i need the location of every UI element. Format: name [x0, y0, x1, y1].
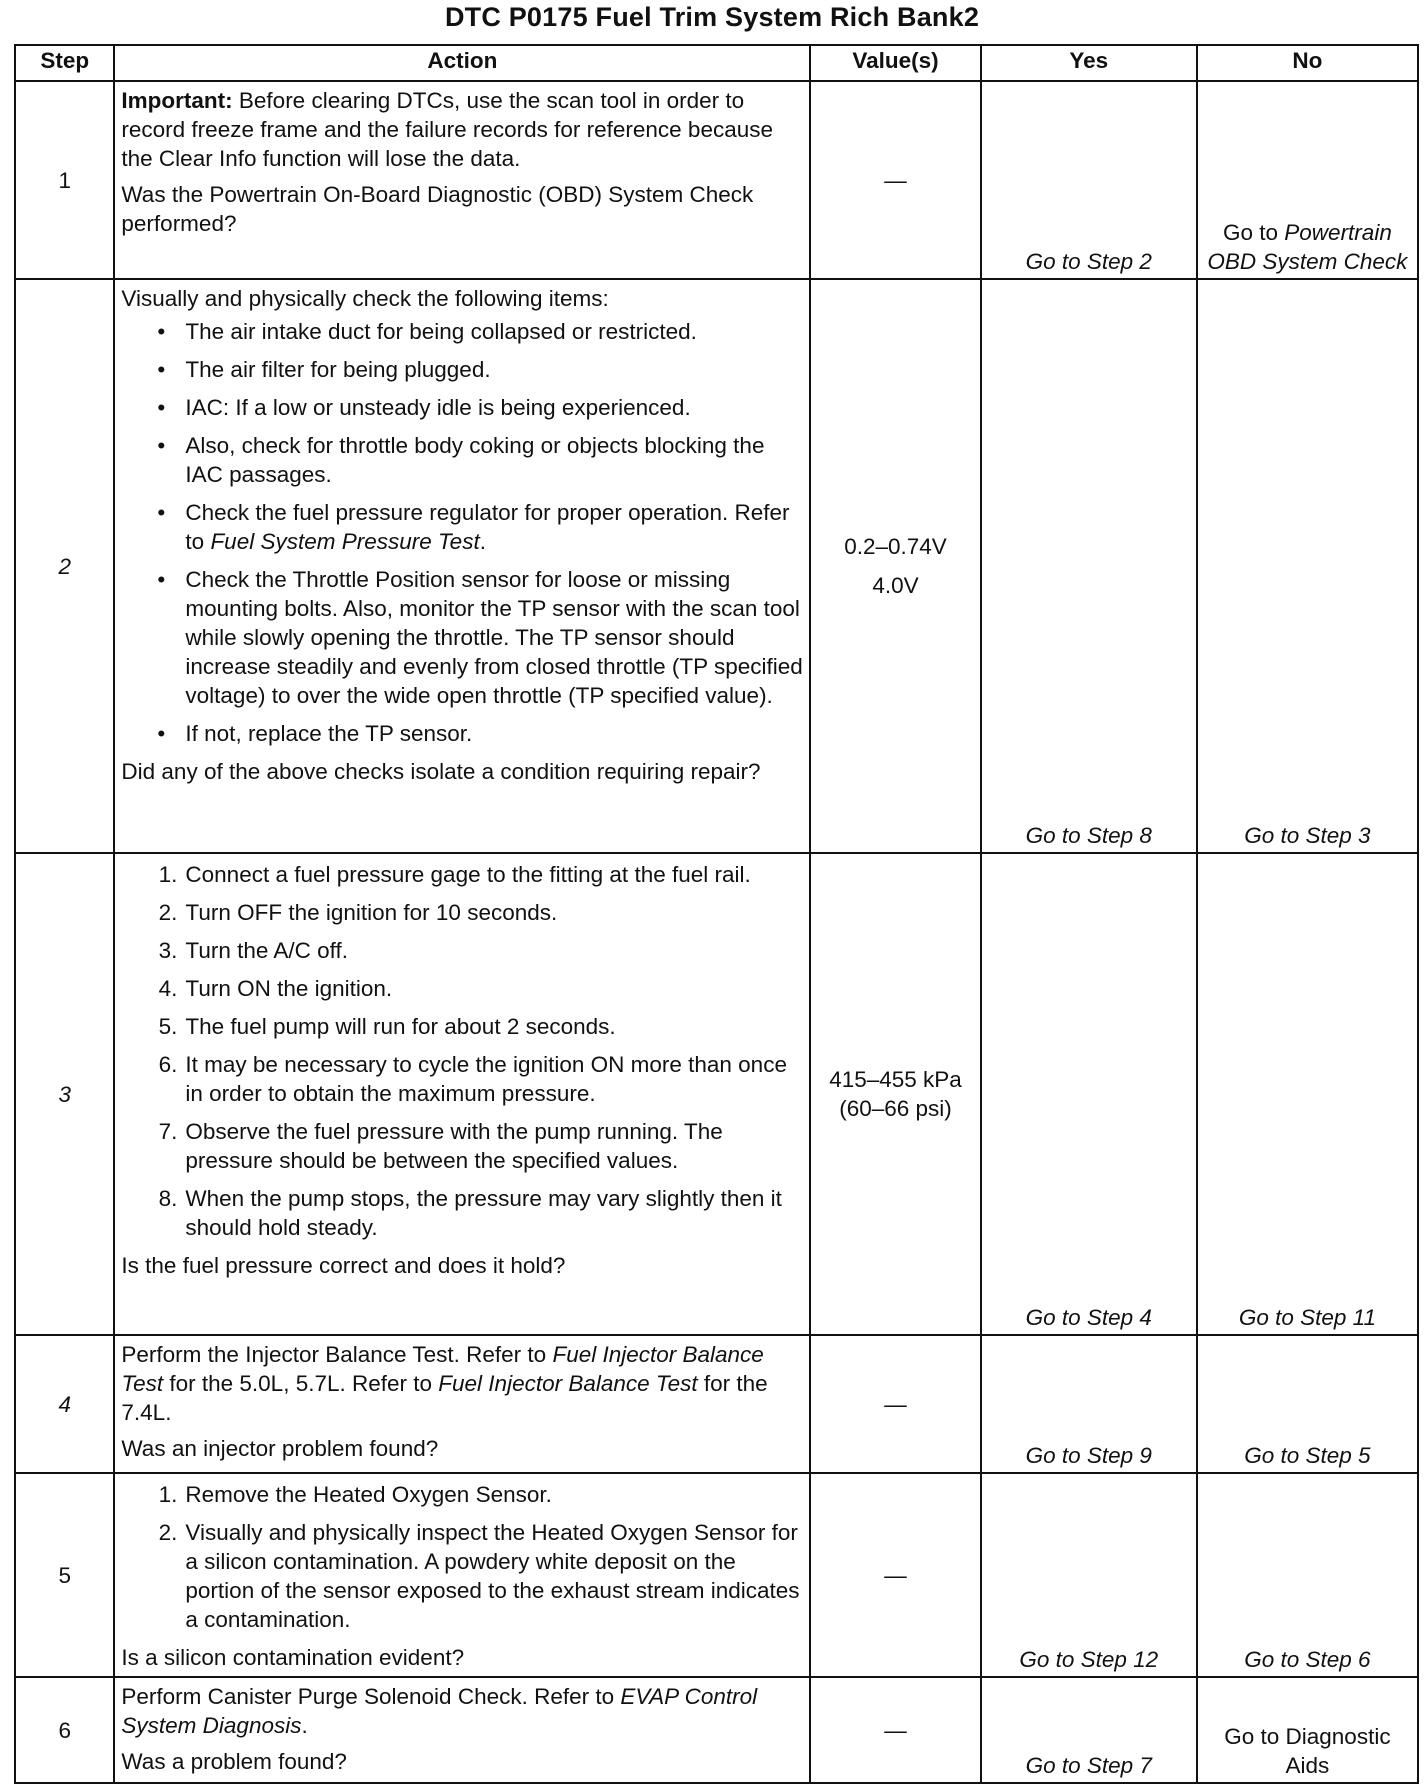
- step-number: 3: [15, 853, 114, 1335]
- table-header-row: [15, 45, 1418, 81]
- list-item: • Check the fuel pressure regulator for proper operation. Refer to Fuel System Pressure Test.: [157, 500, 790, 554]
- step-number: 2: [15, 279, 114, 853]
- value-cell: —: [810, 81, 980, 279]
- procedure-list: [121, 1480, 803, 1634]
- value-line: 0.2–0.74V: [844, 534, 947, 559]
- list-item-text: Observe the fuel pressure with the pump running. The pressure should be between the specified values.: [185, 1119, 723, 1173]
- list-item-text: Connect a fuel pressure gage to the fitting at the fuel rail.: [185, 862, 751, 887]
- instruction-text: for the 7.4L.: [121, 1371, 768, 1425]
- step-instruction: [121, 1340, 803, 1427]
- list-item: 5. The fuel pump will run for about 2 seconds.: [158, 1014, 616, 1039]
- list-item-text: The air intake duct for being collapsed or restricted.: [185, 319, 697, 344]
- step-number: 6: [15, 1677, 114, 1783]
- list-item-text: The air filter for being plugged.: [185, 357, 491, 382]
- step-number: 4: [15, 1335, 114, 1473]
- step-question: Is the fuel pressure correct and does it hold?: [121, 1253, 566, 1278]
- diagnostic-table: [14, 44, 1419, 1784]
- list-item: 6. It may be necessary to cycle the ignition ON more than once in order to obtain the maximum pressure.: [158, 1052, 787, 1106]
- table-row: [15, 853, 1418, 1335]
- table-row: [15, 1473, 1418, 1677]
- step-number: 1: [15, 81, 114, 279]
- yes-cell: Go to Step 7: [981, 1677, 1197, 1783]
- no-cell: [1197, 81, 1418, 279]
- no-cell: Go to Step 3: [1197, 279, 1418, 853]
- yes-cell: Go to Step 9: [981, 1335, 1197, 1473]
- list-item-text: When the pump stops, the pressure may vary slightly then it should hold steady.: [185, 1186, 782, 1240]
- list-item: 1. Remove the Heated Oxygen Sensor.: [158, 1482, 552, 1507]
- list-item-text: .: [479, 529, 486, 554]
- list-item-text: If not, replace the TP sensor.: [185, 721, 473, 746]
- step-question: Was a problem found?: [121, 1749, 347, 1774]
- list-item-text: Turn the A/C off.: [185, 938, 348, 963]
- instruction-text: for the 5.0L, 5.7L. Refer to: [163, 1371, 439, 1396]
- yes-cell: Go to Step 2: [981, 81, 1197, 279]
- list-item-text: The fuel pump will run for about 2 seconds.: [185, 1014, 616, 1039]
- list-item: • IAC: If a low or unsteady idle is being experienced.: [157, 395, 691, 420]
- action-cell: [114, 81, 810, 279]
- table-row: [15, 279, 1418, 853]
- list-item-text: Also, check for throttle body coking or objects blocking the IAC passages.: [185, 433, 765, 487]
- no-cell: Go to Diagnostic Aids: [1197, 1677, 1418, 1783]
- list-item: 4. Turn ON the ignition.: [158, 976, 393, 1001]
- list-item: • Check the Throttle Position sensor for loose or missing mounting bolts. Also, monitor the TP sensor with the scan tool while slowly opening the throttle. The TP sensor should increase steadily and evenly from closed throttle (TP specified voltage) to over the wide open throttle (TP specified value).: [157, 567, 803, 708]
- no-cell: Go to Step 6: [1197, 1473, 1418, 1677]
- table-row: [15, 81, 1418, 279]
- list-item-text: IAC: If a low or unsteady idle is being experienced.: [185, 395, 691, 420]
- list-item-text: It may be necessary to cycle the ignition ON more than once in order to obtain the maximum pressure.: [185, 1052, 787, 1106]
- action-cell: [114, 279, 810, 853]
- list-item: • Also, check for throttle body coking or objects blocking the IAC passages.: [157, 433, 765, 487]
- table-row: [15, 1677, 1418, 1783]
- list-item: 1. Connect a fuel pressure gage to the fitting at the fuel rail.: [158, 862, 751, 887]
- no-cell: Go to Step 11: [1197, 853, 1418, 1335]
- reference-link: EVAP Control System Diagnosis: [121, 1684, 758, 1738]
- list-item: 3. Turn the A/C off.: [158, 938, 348, 963]
- list-item: • The air filter for being plugged.: [157, 357, 491, 382]
- reference-link: Fuel Injector Balance Test: [121, 1342, 764, 1396]
- reference-link: Fuel Injector Balance Test: [438, 1371, 698, 1396]
- list-item: 2. Visually and physically inspect the Heated Oxygen Sensor for a silicon contamination. A powdery white deposit on the portion of the sensor exposed to the exhaust stream indicates a contamination.: [158, 1520, 800, 1632]
- list-item: 8. When the pump stops, the pressure may vary slightly then it should hold steady.: [158, 1186, 782, 1240]
- list-item-text: Check the fuel pressure regulator for proper operation. Refer to: [185, 500, 790, 554]
- important-note: [121, 86, 803, 173]
- action-cell: [114, 1473, 810, 1677]
- instruction-text: .: [301, 1713, 308, 1738]
- reference-link: Fuel System Pressure Test: [210, 529, 480, 554]
- list-item: • If not, replace the TP sensor.: [157, 721, 473, 746]
- value-line: 4.0V: [872, 573, 919, 598]
- action-cell: [114, 1677, 810, 1783]
- step-question: Did any of the above checks isolate a condition requiring repair?: [121, 759, 761, 784]
- step-question: Was an injector problem found?: [121, 1436, 439, 1461]
- list-item: • The air intake duct for being collapsed or restricted.: [157, 319, 697, 344]
- instruction-text: Perform the Injector Balance Test. Refer to: [121, 1342, 553, 1367]
- value-line: 415–455 kPa: [829, 1067, 962, 1092]
- important-text: Before clearing DTCs, use the scan tool in order to record freeze frame and the failure records for reference because the Clear Info function will lose the data.: [121, 88, 773, 171]
- yes-cell: Go to Step 8: [981, 279, 1197, 853]
- value-line: (60–66 psi): [839, 1096, 952, 1121]
- header-action: Action: [114, 45, 810, 81]
- step-number: 5: [15, 1473, 114, 1677]
- header-values: Value(s): [810, 45, 980, 81]
- page-title: DTC P0175 Fuel Trim System Rich Bank2: [444, 2, 980, 32]
- step-instruction: [121, 1682, 803, 1740]
- procedure-list: [121, 860, 803, 1242]
- instruction-text: Perform Canister Purge Solenoid Check. Refer to: [121, 1684, 621, 1709]
- list-item-text: Remove the Heated Oxygen Sensor.: [185, 1482, 552, 1507]
- value-cell: [810, 279, 980, 853]
- step-intro: Visually and physically check the following items:: [121, 286, 609, 311]
- header-step: Step: [15, 45, 114, 81]
- list-item-text: Turn ON the ignition.: [185, 976, 393, 1001]
- check-list: [121, 317, 803, 748]
- header-no: No: [1197, 45, 1418, 81]
- action-cell: [114, 1335, 810, 1473]
- value-cell: —: [810, 1677, 980, 1783]
- step-question: Is a silicon contamination evident?: [121, 1645, 465, 1670]
- header-yes: Yes: [981, 45, 1197, 81]
- action-cell: [114, 853, 810, 1335]
- yes-cell: Go to Step 12: [981, 1473, 1197, 1677]
- value-cell: [810, 853, 980, 1335]
- yes-cell: Go to Step 4: [981, 853, 1197, 1335]
- list-item-text: Visually and physically inspect the Heated Oxygen Sensor for a silicon contamination. A powdery white deposit on the portion of the sensor exposed to the exhaust stream indicates a contamination.: [185, 1520, 800, 1632]
- no-cell: Go to Step 5: [1197, 1335, 1418, 1473]
- no-text: Go to: [1222, 220, 1285, 245]
- list-item-text: Turn OFF the ignition for 10 seconds.: [185, 900, 558, 925]
- value-cell: —: [810, 1473, 980, 1677]
- important-label: Important:: [121, 88, 233, 113]
- step-question: Was the Powertrain On-Board Diagnostic (OBD) System Check performed?: [121, 182, 754, 236]
- list-item: 7. Observe the fuel pressure with the pump running. The pressure should be between the specified values.: [158, 1119, 723, 1173]
- value-cell: —: [810, 1335, 980, 1473]
- list-item: 2. Turn OFF the ignition for 10 seconds.: [158, 900, 558, 925]
- no-link: Powertrain OBD System Check: [1207, 220, 1408, 274]
- table-row: [15, 1335, 1418, 1473]
- list-item-text: Check the Throttle Position sensor for loose or missing mounting bolts. Also, monitor the TP sensor with the scan tool while slowly opening the throttle. The TP sensor should increase steadily and evenly from closed throttle (TP specified voltage) to over the wide open throttle (TP specified value).: [185, 567, 803, 708]
